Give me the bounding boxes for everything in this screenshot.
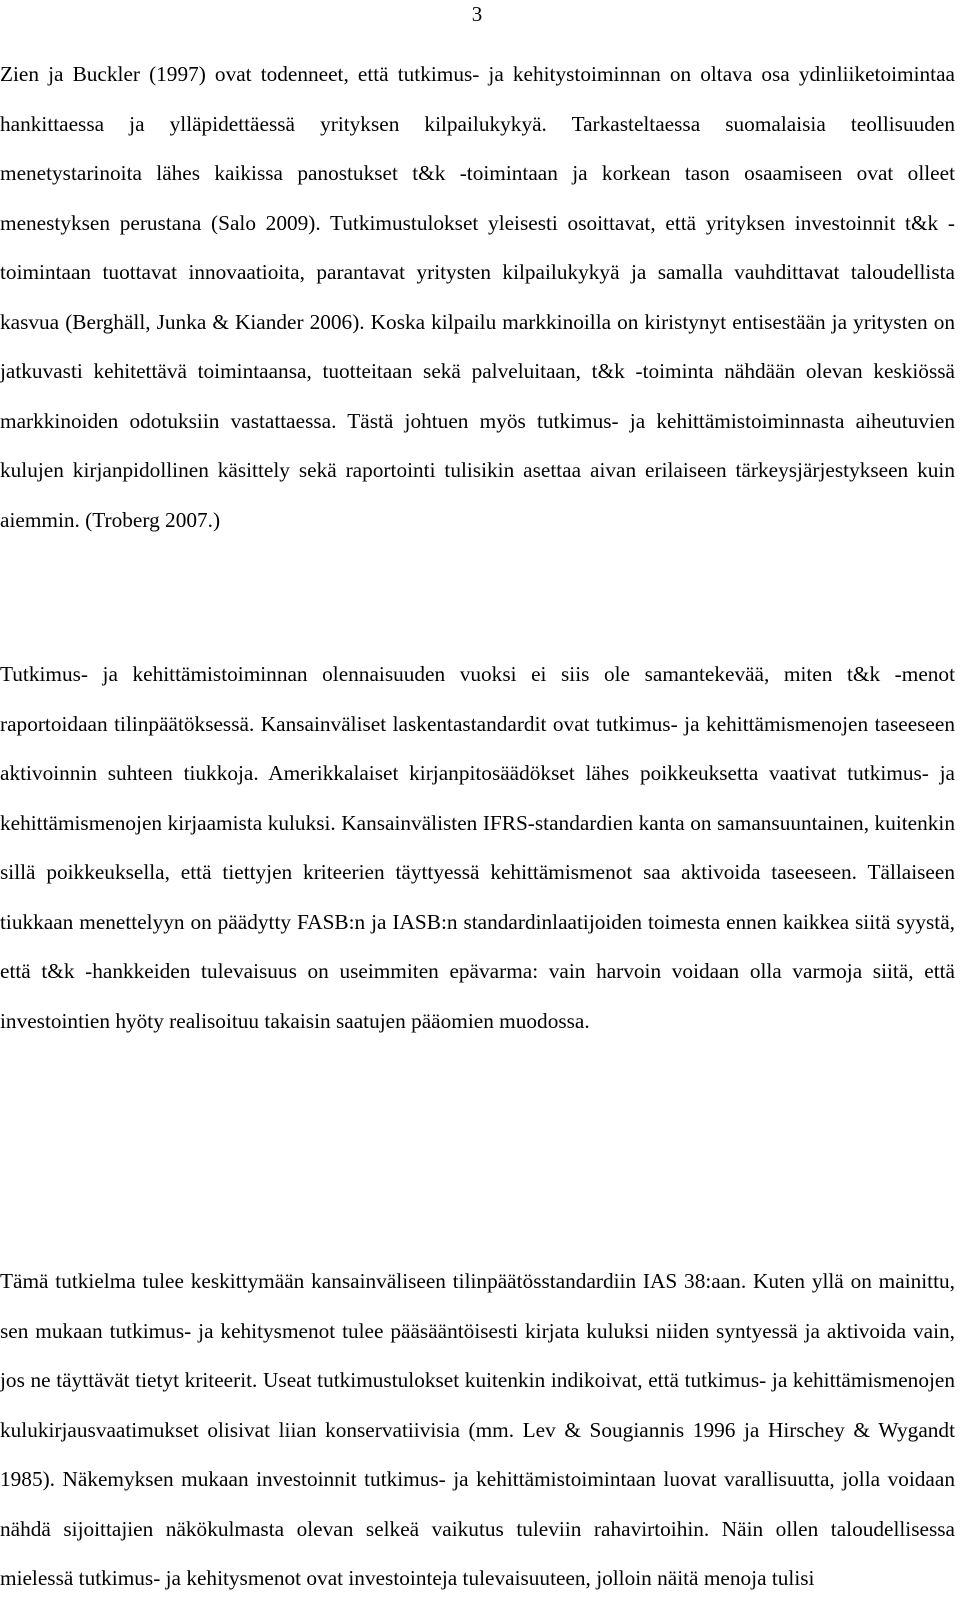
paragraph-ias38-focus: Tämä tutkielma tulee keskittymään kansainväliseen tilinpäätösstandardiin IAS 38:aan. Kuten yllä on mainittu, sen mukaan tutkimus- ja kehitysmenot tulee pääsääntöisesti kirjata kuluksi niiden syntyessä ja aktivoida vain, jos ne täyttävät tietyt kriteerit. Useat tutkimustulokset kuitenkin indikoivat, että tutkimus- ja kehittämismenojen kulukirjausvaatimukset olisivat liian konservatiivisia (mm. Lev & Sougiannis 1996 ja Hirschey & Wygandt 1985). Näkemyksen mukaan investoinnit tutkimus- ja kehittämistoimintaan luovat varallisuutta, jolla voidaan nähdä sijoittajien näkökulmasta olevan selkeä vaikutus tuleviin rahavirtoihin. Näin ollen taloudellisessa mielessä tutkimus- ja kehitysmenot ovat investointeja tulevaisuuteen, jolloin näitä menoja tulisi	[0, 1269, 955, 1590]
paragraph-rd-reporting-standards: Tutkimus- ja kehittämistoiminnan olennaisuuden vuoksi ei siis ole samantekevää, miten t&k -menot raportoidaan tilinpäätöksessä. Kansainväliset laskentastandardit ovat tutkimus- ja kehittämismenojen taseeseen aktivoinnin suhteen tiukkoja. Amerikkalaiset kirjanpitosäädökset lähes poikkeuksetta vaativat tutkimus- ja kehittämismenojen kirjaamista kuluksi. Kansainvälisten IFRS-standardien kanta on samansuuntainen, kuitenkin sillä poikkeuksella, että tiettyjen kriteerien täyttyessä kehittämismenot saa aktivoida taseeseen. Tällaiseen tiukkaan menettelyyn on päädytty FASB:n ja IASB:n standardinlaatijoiden toimesta ennen kaikkea siitä syystä, että t&k -hankkeiden tulevaisuus on useimmiten epävarma: vain harvoin voidaan olla varmoja siitä, että investointien hyöty realisoituu takaisin saatujen pääomien muodossa.	[0, 662, 955, 1033]
page-number: 3	[471, 2, 483, 26]
paragraph-rd-competitiveness: Zien ja Buckler (1997) ovat todenneet, että tutkimus- ja kehitystoiminnan on oltava osa ydinliiketoimintaa hankittaessa ja ylläpidettäessä yrityksen kilpailukykyä. Tarkasteltaessa suomalaisia teollisuuden menetystarinoita lähes kaikissa panostukset t&k -toimintaan ja korkean tason osaamiseen ovat olleet menestyksen perustana (Salo 2009). Tutkimustulokset yleisesti osoittavat, että yrityksen investoinnit t&k -toimintaan tuottavat innovaatioita, parantavat yritysten kilpailukykyä ja samalla vauhdittavat taloudellista kasvua (Berghäll, Junka & Kiander 2006). Koska kilpailu markkinoilla on kiristynyt entisestään ja yritysten on jatkuvasti kehitettävä toimintaansa, tuotteitaan sekä palveluitaan, t&k -toiminta nähdään olevan keskiössä markkinoiden odotuksiin vastattaessa. Tästä johtuen myös tutkimus- ja kehittämistoiminnasta aiheutuvien kulujen kirjanpidollinen käsittely sekä raportointi tulisikin asettaa aivan erilaiseen tärkeysjärjestykseen kuin aiemmin. (Troberg 2007.)	[0, 62, 955, 532]
